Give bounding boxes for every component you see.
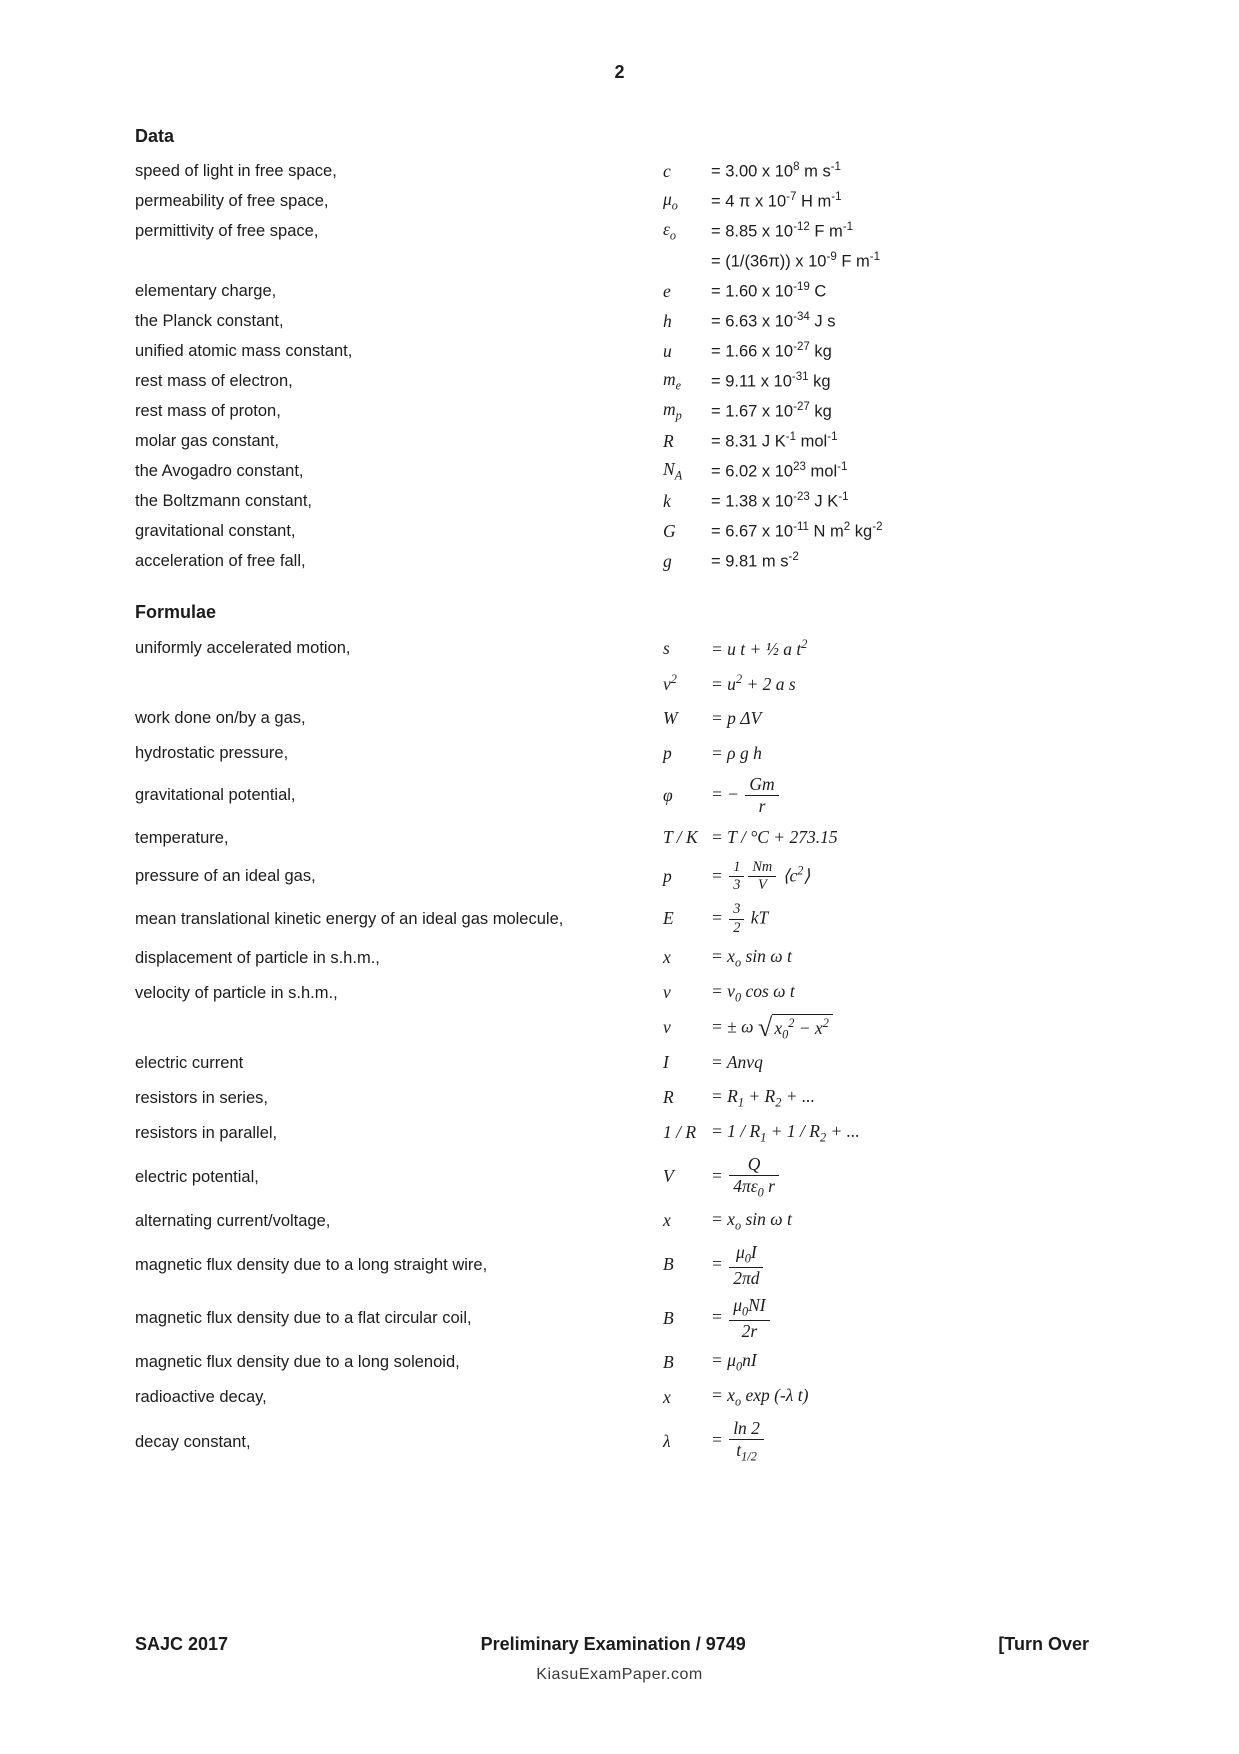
table-row [135, 1013, 1119, 1044]
table-row [135, 633, 1119, 664]
table-row [135, 1347, 1119, 1378]
row-equation: = T / °C + 273.15 [711, 827, 838, 848]
row-label: magnetic flux density due to a long straight wire, [135, 1256, 488, 1275]
row-symbol: x [663, 1386, 671, 1407]
row-label: decay constant, [135, 1432, 251, 1451]
footer-school-year: SAJC 2017 [135, 1634, 229, 1654]
row-label: electric potential, [135, 1167, 259, 1186]
table-row [135, 217, 1119, 246]
row-label: the Avogadro constant, [135, 462, 304, 481]
row-equation: = 8.31 J $K^{-1}$ mol$^{-1}$ [711, 431, 838, 451]
row-symbol: k [663, 490, 671, 511]
row-symbol: λ [663, 1430, 671, 1451]
table-row [135, 517, 1119, 546]
row-label: speed of light in free space, [135, 162, 337, 181]
page-number: 2 [614, 62, 625, 82]
row-equation: = ± ω √ $x_0^2 - x^2$ [711, 1014, 1119, 1043]
row-equation: = $u^2 + 2$ a s [711, 671, 796, 694]
row-symbol: T / K [663, 827, 698, 848]
row-label: pressure of an ideal gas, [135, 867, 316, 886]
table-row [135, 738, 1119, 769]
row-symbol: g [663, 550, 672, 571]
row-label: rest mass of electron, [135, 372, 293, 391]
row-equation: = 4 π x $10^{-7}$ H $m^{-1}$ [711, 191, 842, 211]
row-symbol: s [663, 637, 670, 658]
formulae-section [135, 602, 1119, 1466]
row-label: molar gas constant, [135, 432, 279, 451]
footer-turn-over: [Turn Over [998, 1634, 1089, 1654]
row-label: temperature, [135, 828, 229, 847]
table-row [135, 427, 1119, 456]
row-equation: = $\frac{\ln 2}{t_{1/2}}$ [711, 1417, 1119, 1466]
page-content [135, 126, 1119, 1470]
row-equation: = $\frac{3}{2}$ kT [711, 901, 769, 936]
row-label: magnetic flux density due to a long solenoid, [135, 1353, 460, 1372]
table-row [135, 337, 1119, 366]
row-label: resistors in series, [135, 1088, 268, 1107]
row-symbol: B [663, 1351, 674, 1372]
row-label: the Planck constant, [135, 312, 284, 331]
table-row [135, 367, 1119, 396]
table-row [135, 1206, 1119, 1237]
row-label: elementary charge, [135, 282, 277, 301]
row-symbol: x [663, 1210, 671, 1231]
row-equation: = 9.11 x $10^{-31}$ kg [711, 371, 831, 391]
row-label: unified atomic mass constant, [135, 342, 353, 361]
row-label: permittivity of free space, [135, 222, 319, 241]
row-equation: = $\frac{Q}{4\pi\varepsilon_0 r}$ [711, 1153, 1119, 1202]
row-symbol: R [663, 1087, 674, 1108]
watermark-text: KiasuExamPaper.com [536, 1666, 703, 1683]
footer-exam-title: Preliminary Examination / 9749 [480, 1634, 746, 1654]
row-equation: = 1.66 x $10^{-27}$ kg [711, 341, 832, 361]
row-equation: = u t + ½ a $t^2$ [711, 636, 808, 659]
row-equation: = $1 / R_1 + 1 / R_2$ + ... [711, 1120, 860, 1145]
table-row [135, 187, 1119, 216]
row-label: radioactive decay, [135, 1388, 267, 1407]
row-equation: = ρ g h [711, 742, 762, 763]
table-row [135, 1118, 1119, 1149]
row-equation: = $x_o$ sin ω t [711, 945, 792, 970]
table-row [135, 703, 1119, 734]
row-label: magnetic flux density due to a flat circular coil, [135, 1309, 472, 1328]
row-symbol: e [663, 280, 671, 301]
table-row [135, 457, 1119, 486]
row-equation: = $\frac{\mu_0I}{2\pi d}$ [711, 1241, 1119, 1290]
row-equation: = $x_o$ exp (-λ t) [711, 1385, 809, 1409]
row-symbol: x [663, 947, 671, 968]
row-equation: = $\mu_0nI$ [711, 1350, 757, 1374]
row-symbol: $v^2$ [663, 671, 677, 694]
table-row [135, 157, 1119, 186]
row-symbol: h [663, 310, 672, 331]
row-symbol: $\varepsilon_o$ [663, 219, 677, 243]
row-symbol: v [663, 982, 671, 1003]
row-equation: = 6.67 x $10^{-11}$ N $m^2$ $kg^{-2}$ [711, 521, 883, 541]
row-equation: = p ΔV [711, 707, 762, 728]
row-label: resistors in parallel, [135, 1123, 278, 1142]
row-symbol: c [663, 160, 671, 181]
table-row [135, 307, 1119, 336]
data-section [135, 126, 1119, 576]
row-symbol: φ [663, 784, 673, 805]
row-label: mean translational kinetic energy of an ideal gas molecule, [135, 909, 564, 928]
row-label: acceleration of free fall, [135, 552, 306, 571]
table-row [135, 978, 1119, 1009]
row-equation: = $x_o$ sin ω t [711, 1208, 792, 1233]
row-label: the Boltzmann constant, [135, 492, 313, 511]
table-row [135, 1382, 1119, 1413]
row-symbol: u [663, 340, 672, 361]
data-section-heading: Data [135, 126, 175, 146]
table-row [135, 823, 1119, 854]
row-equation: = $\frac{\mu_0NI}{2r}$ [711, 1294, 1119, 1343]
row-equation: = 6.02 x $10^{23}$ mol$^{-1}$ [711, 461, 848, 481]
row-label: hydrostatic pressure, [135, 744, 289, 763]
row-equation: = − $\frac{Gm}{r}$ [711, 773, 1119, 819]
table-row [135, 247, 1119, 276]
table-row [135, 668, 1119, 699]
table-row [135, 1083, 1119, 1114]
table-row [135, 547, 1119, 576]
row-symbol: $\mu_o$ [663, 189, 678, 213]
row-label: uniformly accelerated motion, [135, 639, 351, 658]
page-footer [135, 1634, 1089, 1655]
table-row [135, 900, 1119, 939]
table-row [135, 858, 1119, 897]
table-row [135, 1294, 1119, 1343]
row-label: velocity of particle in s.h.m., [135, 983, 338, 1002]
table-row [135, 773, 1119, 819]
row-equation: = (1/(36π)) x $10^{-9}$ F $m^{-1}$ [711, 251, 881, 271]
row-symbol: V [663, 1166, 674, 1187]
row-label: gravitational potential, [135, 786, 296, 805]
row-symbol: R [663, 430, 674, 451]
table-row [135, 1048, 1119, 1079]
row-label: electric current [135, 1053, 244, 1072]
table-row [135, 1241, 1119, 1290]
row-symbol: p [663, 742, 672, 763]
formulae-section-heading: Formulae [135, 602, 217, 622]
row-equation: = 1.38 x $10^{-23}$ J $K^{-1}$ [711, 491, 849, 511]
table-row [135, 943, 1119, 974]
row-equation: = $R_1 + R_2$ + ... [711, 1085, 816, 1110]
row-symbol: 1 / R [663, 1122, 697, 1143]
row-symbol: E [663, 908, 674, 929]
row-equation: = $v_0$ cos ω t [711, 980, 795, 1005]
row-symbol: $N_A$ [663, 459, 683, 483]
row-symbol: G [663, 520, 676, 541]
table-row [135, 1417, 1119, 1466]
row-symbol: I [663, 1052, 669, 1073]
row-symbol: W [663, 707, 678, 728]
row-label: work done on/by a gas, [135, 709, 306, 728]
data-rows [135, 157, 1119, 576]
table-row [135, 397, 1119, 426]
row-label: permeability of free space, [135, 192, 329, 211]
formulae-rows [135, 633, 1119, 1466]
table-row [135, 487, 1119, 516]
row-symbol: B [663, 1307, 674, 1328]
row-symbol: $m_e$ [663, 369, 682, 393]
row-equation: = Anvq [711, 1052, 763, 1073]
row-equation: = $\frac{1}{3}$ $\frac{Nm}{V}$ $⟨c^2⟩$ [711, 858, 811, 894]
row-label: rest mass of proton, [135, 402, 281, 421]
table-row [135, 277, 1119, 306]
row-equation: = 6.63 x $10^{-34}$ J s [711, 311, 836, 331]
row-label: displacement of particle in s.h.m., [135, 948, 380, 967]
table-row [135, 1153, 1119, 1202]
row-label: gravitational constant, [135, 522, 296, 541]
row-label: alternating current/voltage, [135, 1211, 331, 1230]
row-equation: = 1.67 x $10^{-27}$ kg [711, 401, 832, 421]
row-equation: = 3.00 x $10^8$ m $s^{-1}$ [711, 161, 841, 181]
row-equation: = 8.85 x $10^{-12}$ F $m^{-1}$ [711, 221, 854, 241]
row-equation: = 1.60 x $10^{-19}$ C [711, 281, 827, 301]
row-equation: = 9.81 m $s^{-2}$ [711, 551, 799, 571]
row-symbol: p [663, 865, 672, 886]
row-symbol: B [663, 1254, 674, 1275]
row-symbol: v [663, 1017, 671, 1038]
row-symbol: $m_p$ [663, 399, 682, 423]
